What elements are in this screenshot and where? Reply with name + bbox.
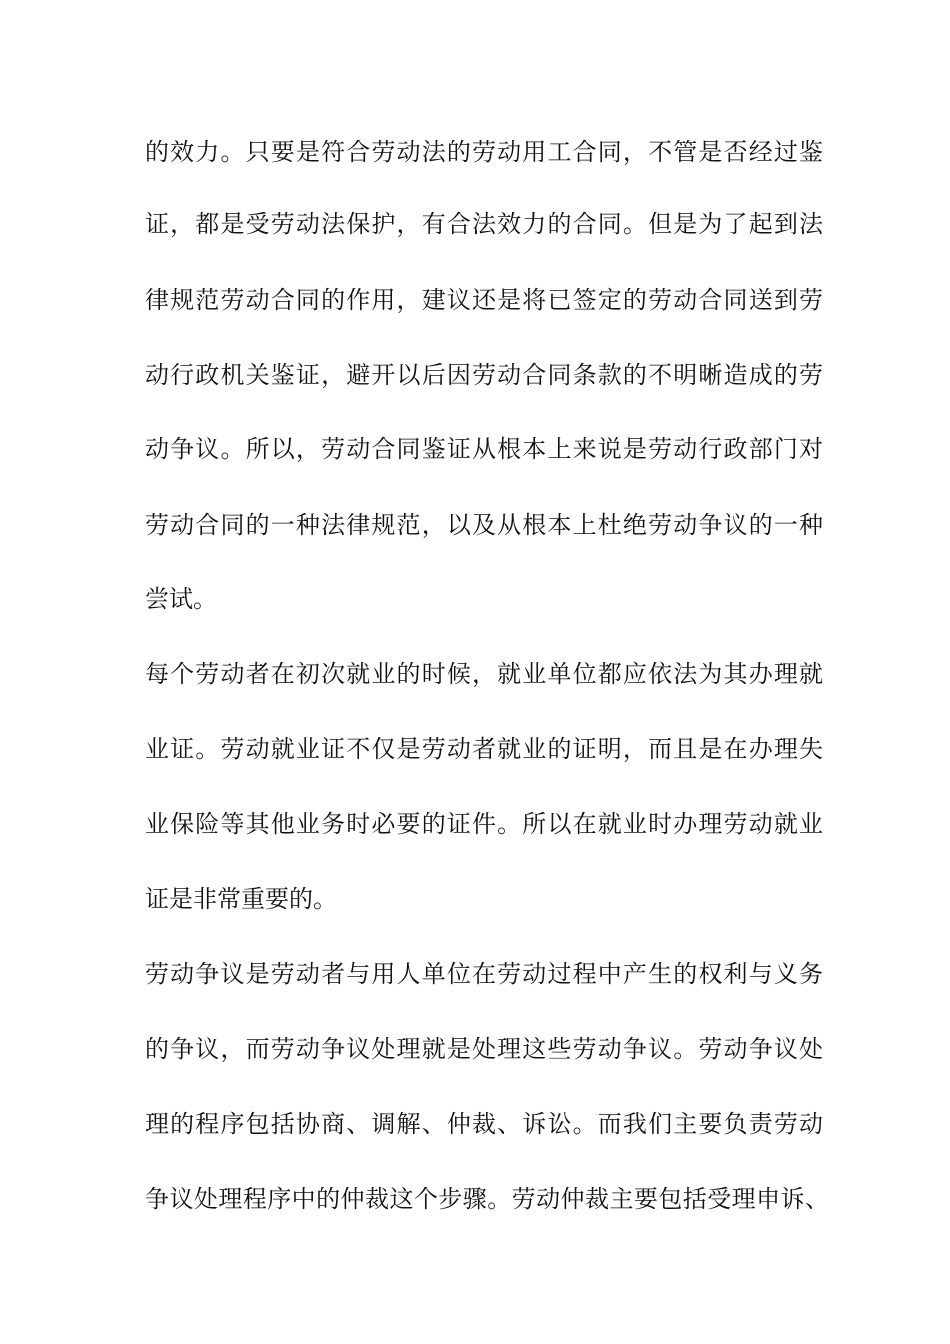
text-line: 证，都是受劳动法保护，有合法效力的合同。但是为了起到法 — [145, 210, 823, 238]
text-line: 每个劳动者在初次就业的时候，就业单位都应依法为其办理就 — [145, 660, 823, 688]
text-line: 业保险等其他业务时必要的证件。所以在就业时办理劳动就业 — [145, 810, 823, 838]
text-line: 律规范劳动合同的作用，建议还是将已签定的劳动合同送到劳 — [145, 286, 823, 314]
text-line: 的效力。只要是符合劳动法的劳动用工合同，不管是否经过鉴 — [145, 138, 823, 166]
text-line: 劳动合同的一种法律规范，以及从根本上杜绝劳动争议的一种 — [145, 511, 823, 539]
text-line: 业证。劳动就业证不仅是劳动者就业的证明，而且是在办理失 — [145, 735, 823, 763]
text-line: 动行政机关鉴证，避开以后因劳动合同条款的不明晰造成的劳 — [145, 361, 823, 389]
text-line: 证是非常重要的。 — [145, 885, 337, 913]
text-line: 的争议，而劳动争议处理就是处理这些劳动争议。劳动争议处 — [145, 1035, 823, 1063]
text-line: 劳动争议是劳动者与用人单位在劳动过程中产生的权利与义务 — [145, 960, 823, 988]
text-line: 动争议。所以，劳动合同鉴证从根本上来说是劳动行政部门对 — [145, 435, 823, 463]
text-line: 争议处理程序中的仲裁这个步骤。劳动仲裁主要包括受理申诉、 — [145, 1185, 829, 1213]
text-line: 理的程序包括协商、调解、仲裁、诉讼。而我们主要负责劳动 — [145, 1110, 823, 1138]
text-line: 尝试。 — [145, 585, 217, 613]
